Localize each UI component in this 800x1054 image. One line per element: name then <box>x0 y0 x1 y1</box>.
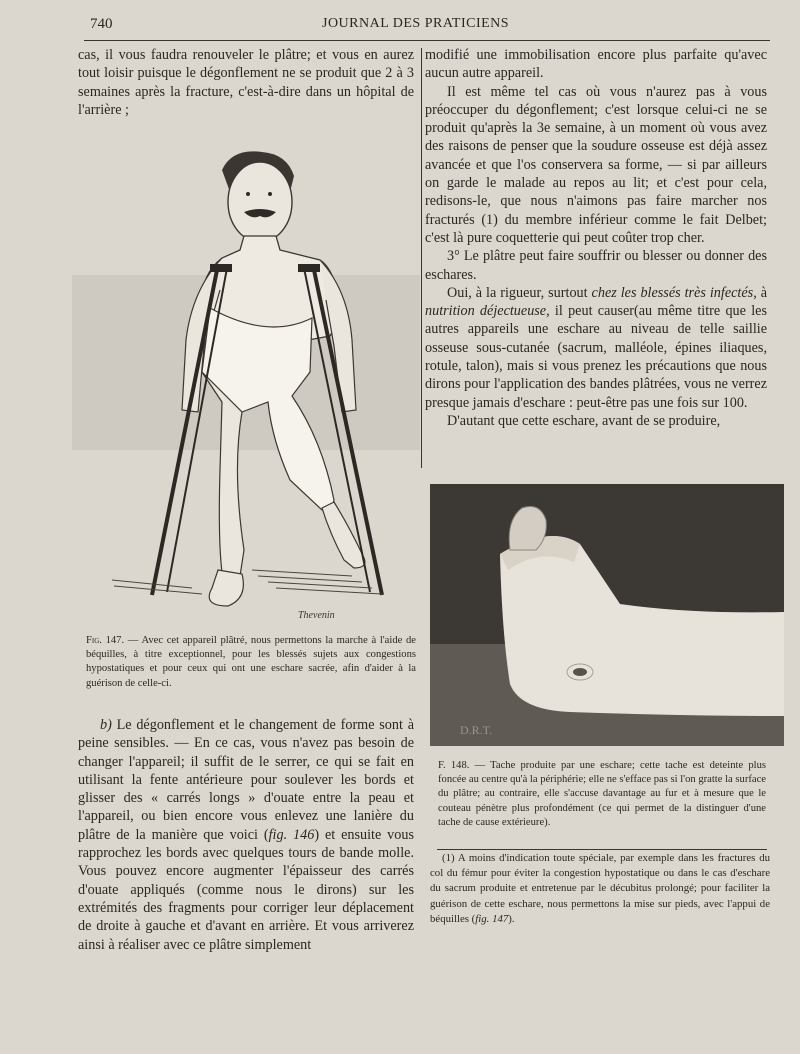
left-paragraph-1: cas, il vous faudra renouveler le plâtre; et vous en aurez tout loisir puisque le dégonflement ne se produit que 2 à 3 semaines après la fracture, c'est-à-dire dans un hôpital de l'arrière ; <box>78 47 414 118</box>
figure-147-label: Fig. 147. <box>86 635 125 646</box>
footnote-1: (1) A moins d'indication toute spéciale, par exemple dans les fractures du col du fémur pour éviter la congestion hypostatique ou dans le cas d'eschare du sacrum produite et entretenue par le décubitus prolongé; pour faciliter la guérison de cette eschare, nous permettons la mise sur pieds, avec l'appui de béquilles (fig. 147). <box>430 852 770 925</box>
figure-148-label: F. 148. <box>438 760 470 771</box>
crutch-patient-illustration <box>72 140 420 630</box>
item-b-label: b) <box>100 717 112 733</box>
figure-148-caption-text: — Tache produite par une eschare; cette tache est deteinte plus foncée au centre qu'à la périphérie; elle ne s'efface pas si l'on gratte la surface du plâtre; au contraire, elle s'accuse davantage au fur et à mesure que le couteau pénètre plus profondément (ce qui permet de la distinguer d'une tache de cause extérieure). <box>438 760 766 828</box>
footnote-rule <box>437 849 767 850</box>
column-divider <box>421 48 422 468</box>
left-column-top <box>78 46 414 119</box>
svg-text:D.R.T.: D.R.T. <box>460 723 493 737</box>
right-paragraph-2: Il est même tel cas où vous n'aurez pas à vous préoccuper du dégonflement; c'est lorsque celui-ci ne se produit qu'après la 3e semaine, à un moment où vous avez des raisons de penser que la soudure osseuse est déjà assez avancée et que l'os conservera sa forme, — si par ailleurs on garde le malade au repos au lit; et c'est pour cela, redisons-le, que nous n'aimons pas faire marcher nos fracturés (1) du membre inférieur comme le fait Delbet; c'est là pure coquetterie qui peut coûter trop cher. <box>425 83 767 246</box>
figure-147-caption <box>86 634 416 691</box>
left-column-bottom <box>78 716 414 954</box>
fig-146-ref: fig. 146 <box>268 826 315 843</box>
figure-148 <box>430 484 784 746</box>
figure-147-caption-text: — Avec cet appareil plâtré, nous permettons la marche à l'aide de béquilles, à titre exceptionnel, pour les blessés sujets aux congestions hypostatiques et pour ceux qui ont une eschare sacrée, afin d'aider à la guérison de celle-ci. <box>86 635 416 689</box>
fig-147-ref: fig. 147 <box>475 912 509 925</box>
artist-signature: Thevenin <box>298 610 335 621</box>
running-header <box>0 14 800 36</box>
right-paragraph-3: 3° Le plâtre peut faire souffrir ou blesser ou donner des eschares. <box>425 248 767 283</box>
right-paragraph-1: modifié une immobilisation encore plus parfaite qu'avec aucun autre appareil. <box>425 47 767 82</box>
page-number: 740 <box>90 16 113 32</box>
header-rule <box>84 40 770 41</box>
right-paragraph-4: Oui, à la rigueur, surtout chez les blessés très infectés, à nutrition déjectueuse, il peut causer(au même titre que les autres appareils une eschare au niveau de telle saillie osseuse sous-cutanée (sacrum, malléole, épines iliaques, rotule, talon), mais si vous prenez les précautions que nous dirons pour l'application des bandes plâtrées, vous ne verrez presque jamais d'eschare : peut-être pas une fois sur 100. <box>425 284 767 411</box>
journal-title: JOURNAL DES PRATICIENS <box>322 16 510 31</box>
figure-148-caption <box>438 759 766 830</box>
footnote <box>430 851 770 927</box>
figure-147 <box>72 140 420 630</box>
left-paragraph-2: b) Le dégonflement et le changement de forme sont à peine sensibles. — En ce cas, vous n'avez pas besoin de changer l'appareil; il suffit de le serrer, ce qui se fait en utilisant la fente antérieure pour soulever les bords et glisser des « carrés longs » d'ouate entre la peau et l'appareil, ou bien encore vous enlevez une lanière du plâtre de la manière que voici (fig. 146) et ensuite vous rapprochez les bords avec quelques tours de bande molle. Vous pouvez encore augmenter l'épaisseur des carrés d'ouate appliqués (comme nous le dirons) sur les extrémités des fragments pour corriger leur déplacement de droite à gauche et d'avant en arrière. Et vous arriverez ainsi à réaliser avec ce plâtre simplement <box>78 717 414 953</box>
right-paragraph-5: D'autant que cette eschare, avant de se produire, <box>447 412 721 429</box>
plaster-stain-photo <box>430 484 784 746</box>
right-column <box>425 46 767 430</box>
